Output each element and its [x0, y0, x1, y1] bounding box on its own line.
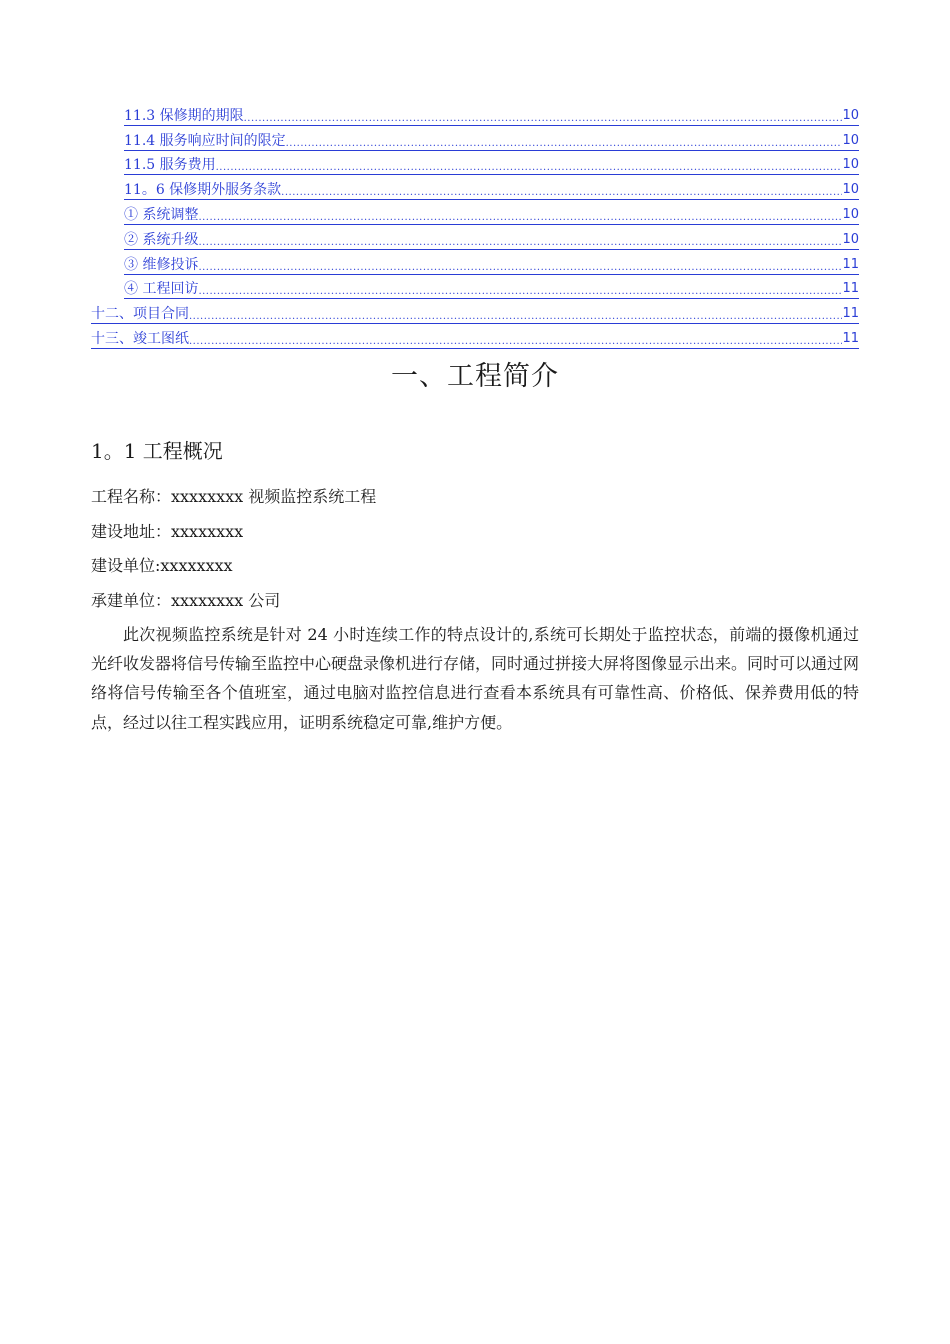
table-of-contents: [91, 101, 859, 349]
toc-leader-dots: [244, 111, 843, 126]
toc-entry-label: 十三、竣工图纸: [91, 330, 189, 347]
toc-page-number: 10: [842, 107, 859, 126]
chapter-heading: 一、工程简介: [391, 361, 559, 392]
toc-entry-label: 十二、项目合同: [91, 306, 189, 323]
toc-entry-system-adjust[interactable]: [91, 200, 859, 225]
toc-page-number: 10: [842, 132, 859, 151]
toc-page-number: 11: [842, 305, 859, 324]
toc-page-number: 11: [842, 330, 859, 349]
toc-leader-dots: [198, 260, 842, 275]
toc-entry-11-6[interactable]: [91, 175, 859, 200]
toc-entry-chapter-13[interactable]: [91, 324, 859, 349]
toc-entry-system-upgrade[interactable]: [91, 225, 859, 250]
toc-leader-dots: [198, 235, 842, 250]
project-address-line: 建设地址：xxxxxxxx: [91, 522, 244, 541]
toc-entry-label: ① 系统调整: [124, 206, 199, 223]
toc-entry-label: ② 系统升级: [124, 231, 199, 248]
toc-entry-repair-complaint[interactable]: [91, 250, 859, 275]
toc-entry-label: 11.4 服务响应时间的限定: [124, 132, 286, 149]
owner-unit-line: 建设单位:xxxxxxxx: [91, 556, 233, 575]
toc-leader-dots: [189, 309, 842, 324]
contractor-line: 承建单位：xxxxxxxx 公司: [91, 591, 281, 610]
toc-entry-label: ④ 工程回访: [124, 281, 199, 298]
project-name-line: 工程名称：xxxxxxxx 视频监控系统工程: [91, 487, 377, 506]
toc-page-number: 10: [842, 156, 859, 175]
section-heading: 1。1 工程概况: [91, 439, 223, 463]
toc-entry-label: 11。6 保修期外服务条款: [124, 182, 282, 199]
toc-entry-project-revisit[interactable]: [91, 275, 859, 300]
toc-page-number: 10: [842, 181, 859, 200]
toc-entry-11-5[interactable]: [91, 151, 859, 176]
toc-leader-dots: [286, 136, 843, 151]
toc-entry-label: 11.5 服务费用: [124, 157, 216, 174]
toc-leader-dots: [281, 185, 842, 200]
toc-leader-dots: [189, 334, 842, 349]
toc-entry-11-4[interactable]: [91, 126, 859, 151]
toc-entry-11-3[interactable]: [91, 101, 859, 126]
toc-leader-dots: [198, 210, 842, 225]
toc-entry-label: 11.3 保修期的期限: [124, 107, 244, 124]
project-description-paragraph: 此次视频监控系统是针对 24 小时连续工作的特点设计的,系统可长期处于监控状态，前端的摄像机通过光纤收发器将信号传输至监控中心硬盘录像机进行存储，同时通过拼接大屏将图像显示出来。同时可以通过网络将信号传输至各个值班室，通过电脑对监控信息进行查看本系统具有可靠性高、价格低、保养费用低的特点，经过以往工程实践应用，证明系统稳定可靠,维护方便。: [91, 625, 860, 732]
toc-page-number: 11: [842, 280, 859, 299]
toc-page-number: 10: [842, 231, 859, 250]
toc-entry-chapter-12[interactable]: [91, 299, 859, 324]
toc-entry-label: ③ 维修投诉: [124, 256, 199, 273]
toc-leader-dots: [198, 284, 842, 299]
toc-page-number: 11: [842, 256, 859, 275]
toc-page-number: 10: [842, 206, 859, 225]
toc-leader-dots: [216, 160, 843, 175]
